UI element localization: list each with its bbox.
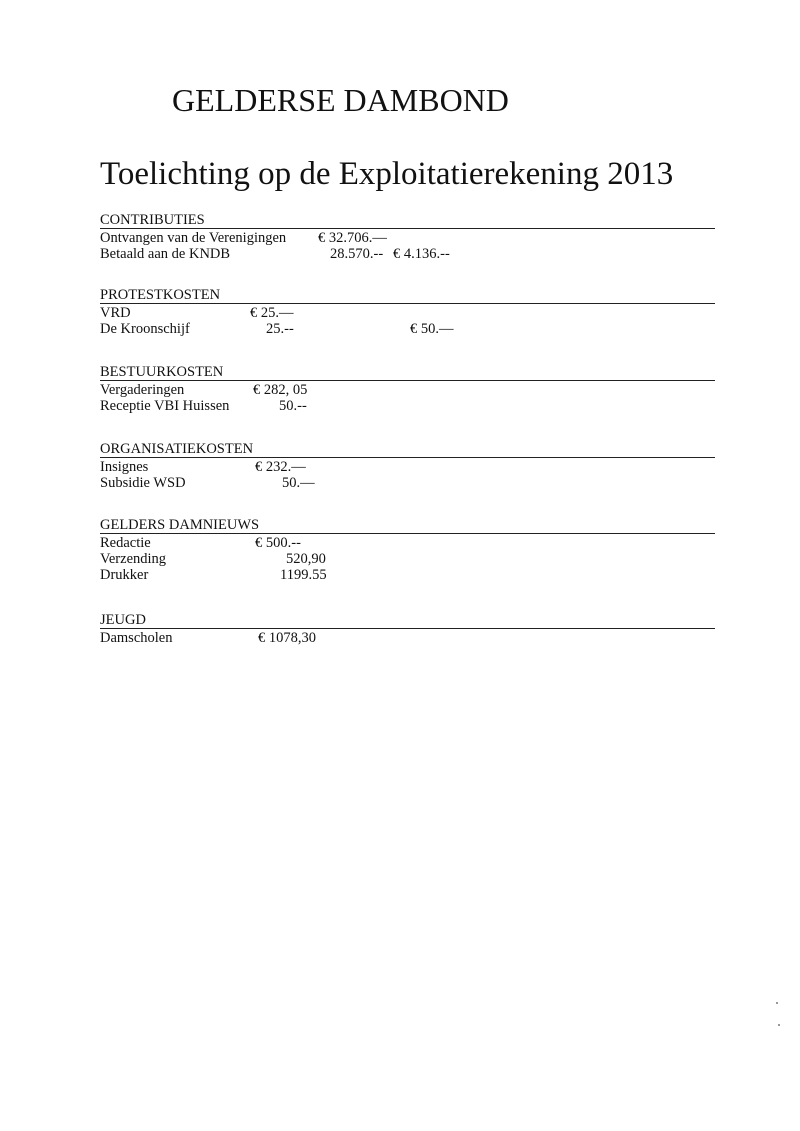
section-heading: BESTUURKOSTEN bbox=[100, 364, 224, 380]
scan-speck bbox=[778, 1024, 780, 1026]
section-heading: JEUGD bbox=[100, 612, 146, 628]
row-total: € 50.— bbox=[410, 321, 454, 337]
row-amount: € 32.706.— bbox=[318, 230, 387, 246]
table-row bbox=[100, 305, 715, 321]
row-label: Drukker bbox=[100, 567, 149, 583]
section-contributies bbox=[100, 212, 715, 262]
table-row bbox=[100, 630, 715, 646]
table-row bbox=[100, 230, 715, 246]
section-heading: GELDERS DAMNIEUWS bbox=[100, 517, 260, 533]
row-amount: € 232.— bbox=[255, 459, 306, 475]
row-amount: 520,90 bbox=[286, 551, 326, 567]
scan-speck bbox=[776, 1002, 778, 1004]
row-label: VRD bbox=[100, 305, 131, 321]
row-amount: 25.-- bbox=[266, 321, 294, 337]
divider bbox=[100, 380, 715, 381]
divider bbox=[100, 228, 715, 229]
section-protestkosten bbox=[100, 287, 715, 337]
table-row bbox=[100, 321, 715, 337]
row-amount: € 1078,30 bbox=[258, 630, 316, 646]
row-amount: € 500.-- bbox=[255, 535, 301, 551]
row-label: Damscholen bbox=[100, 630, 173, 646]
row-label: Verzending bbox=[100, 551, 167, 567]
section-organisatiekosten bbox=[100, 441, 715, 491]
divider bbox=[100, 628, 715, 629]
row-label: Subsidie WSD bbox=[100, 475, 186, 491]
table-row bbox=[100, 535, 715, 551]
table-row bbox=[100, 459, 715, 475]
section-heading: PROTESTKOSTEN bbox=[100, 287, 221, 303]
document-title: Toelichting op de Exploitatierekening 2013 bbox=[100, 156, 674, 192]
table-row bbox=[100, 567, 715, 583]
divider bbox=[100, 303, 715, 304]
row-label: Vergaderingen bbox=[100, 382, 185, 398]
table-row bbox=[100, 382, 715, 398]
divider bbox=[100, 533, 715, 534]
row-amount: 1199.55 bbox=[280, 567, 327, 583]
organization-title: GELDERSE DAMBOND bbox=[172, 82, 509, 118]
section-gelders-damnieuws bbox=[100, 517, 715, 583]
row-amount: 50.-- bbox=[279, 398, 307, 414]
row-amount: € 282, 05 bbox=[253, 382, 308, 398]
row-label: De Kroonschijf bbox=[100, 321, 190, 337]
table-row bbox=[100, 551, 715, 567]
section-heading: CONTRIBUTIES bbox=[100, 212, 205, 228]
row-amount: € 25.— bbox=[250, 305, 294, 321]
row-label: Redactie bbox=[100, 535, 151, 551]
row-label: Ontvangen van de Verenigingen bbox=[100, 230, 287, 246]
row-amount: 28.570.-- bbox=[330, 246, 384, 262]
row-label: Insignes bbox=[100, 459, 149, 475]
table-row bbox=[100, 246, 715, 262]
section-bestuurkosten bbox=[100, 364, 715, 414]
table-row bbox=[100, 398, 715, 414]
row-label: Receptie VBI Huissen bbox=[100, 398, 230, 414]
row-label: Betaald aan de KNDB bbox=[100, 246, 231, 262]
section-jeugd bbox=[100, 612, 715, 646]
row-total: € 4.136.-- bbox=[393, 246, 450, 262]
row-amount: 50.— bbox=[282, 475, 315, 491]
table-row bbox=[100, 475, 715, 491]
divider bbox=[100, 457, 715, 458]
section-heading: ORGANISATIEKOSTEN bbox=[100, 441, 254, 457]
